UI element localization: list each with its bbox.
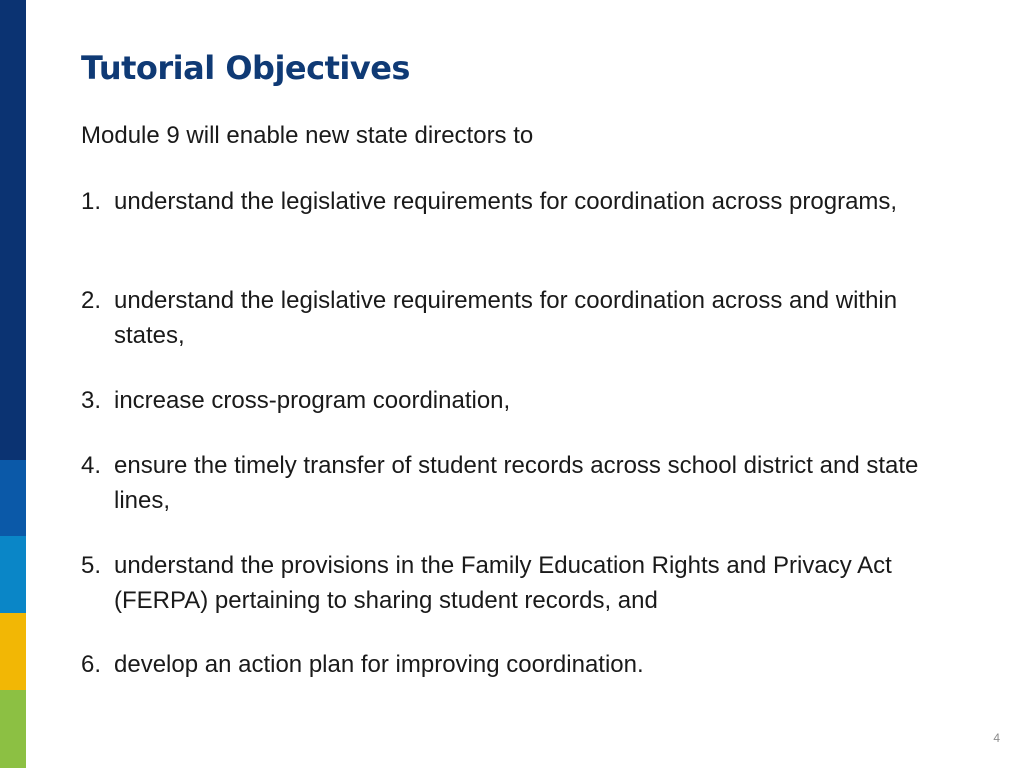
intro-text: Module 9 will enable new state directors to xyxy=(81,122,534,149)
accent-side-bar xyxy=(0,0,26,768)
slide-title: Tutorial Objectives xyxy=(81,49,410,87)
objective-text: understand the legislative requirements for coordination across and within states, xyxy=(114,287,898,349)
objective-item-2 xyxy=(81,283,961,353)
side-bar-gold-segment xyxy=(0,613,26,690)
objective-number: 6. xyxy=(81,651,102,678)
objective-item-1 xyxy=(81,184,961,219)
side-bar-navy-segment xyxy=(0,0,26,460)
objective-text: increase cross-program coordination, xyxy=(114,387,511,414)
objective-number: 2. xyxy=(81,287,102,314)
objective-text: understand the provisions in the Family Education Rights and Privacy Act (FERPA) pertaining to sharing student records, and xyxy=(114,552,892,614)
objective-number: 5. xyxy=(81,552,102,579)
objective-number: 4. xyxy=(81,452,102,479)
page-number: 4 xyxy=(993,731,1000,745)
side-bar-green-segment xyxy=(0,690,26,768)
objective-item-4 xyxy=(81,448,961,518)
objective-text: ensure the timely transfer of student records across school district and state lines, xyxy=(114,452,919,514)
objective-item-5 xyxy=(81,548,961,618)
objective-text: understand the legislative requirements for coordination across programs, xyxy=(114,188,898,215)
objective-number: 3. xyxy=(81,387,102,414)
side-bar-blue-segment xyxy=(0,460,26,536)
objective-item-3 xyxy=(81,383,961,418)
objective-text: develop an action plan for improving coordination. xyxy=(114,651,644,678)
side-bar-cyan-segment xyxy=(0,536,26,613)
objective-number: 1. xyxy=(81,188,102,215)
objective-item-6 xyxy=(81,647,961,682)
